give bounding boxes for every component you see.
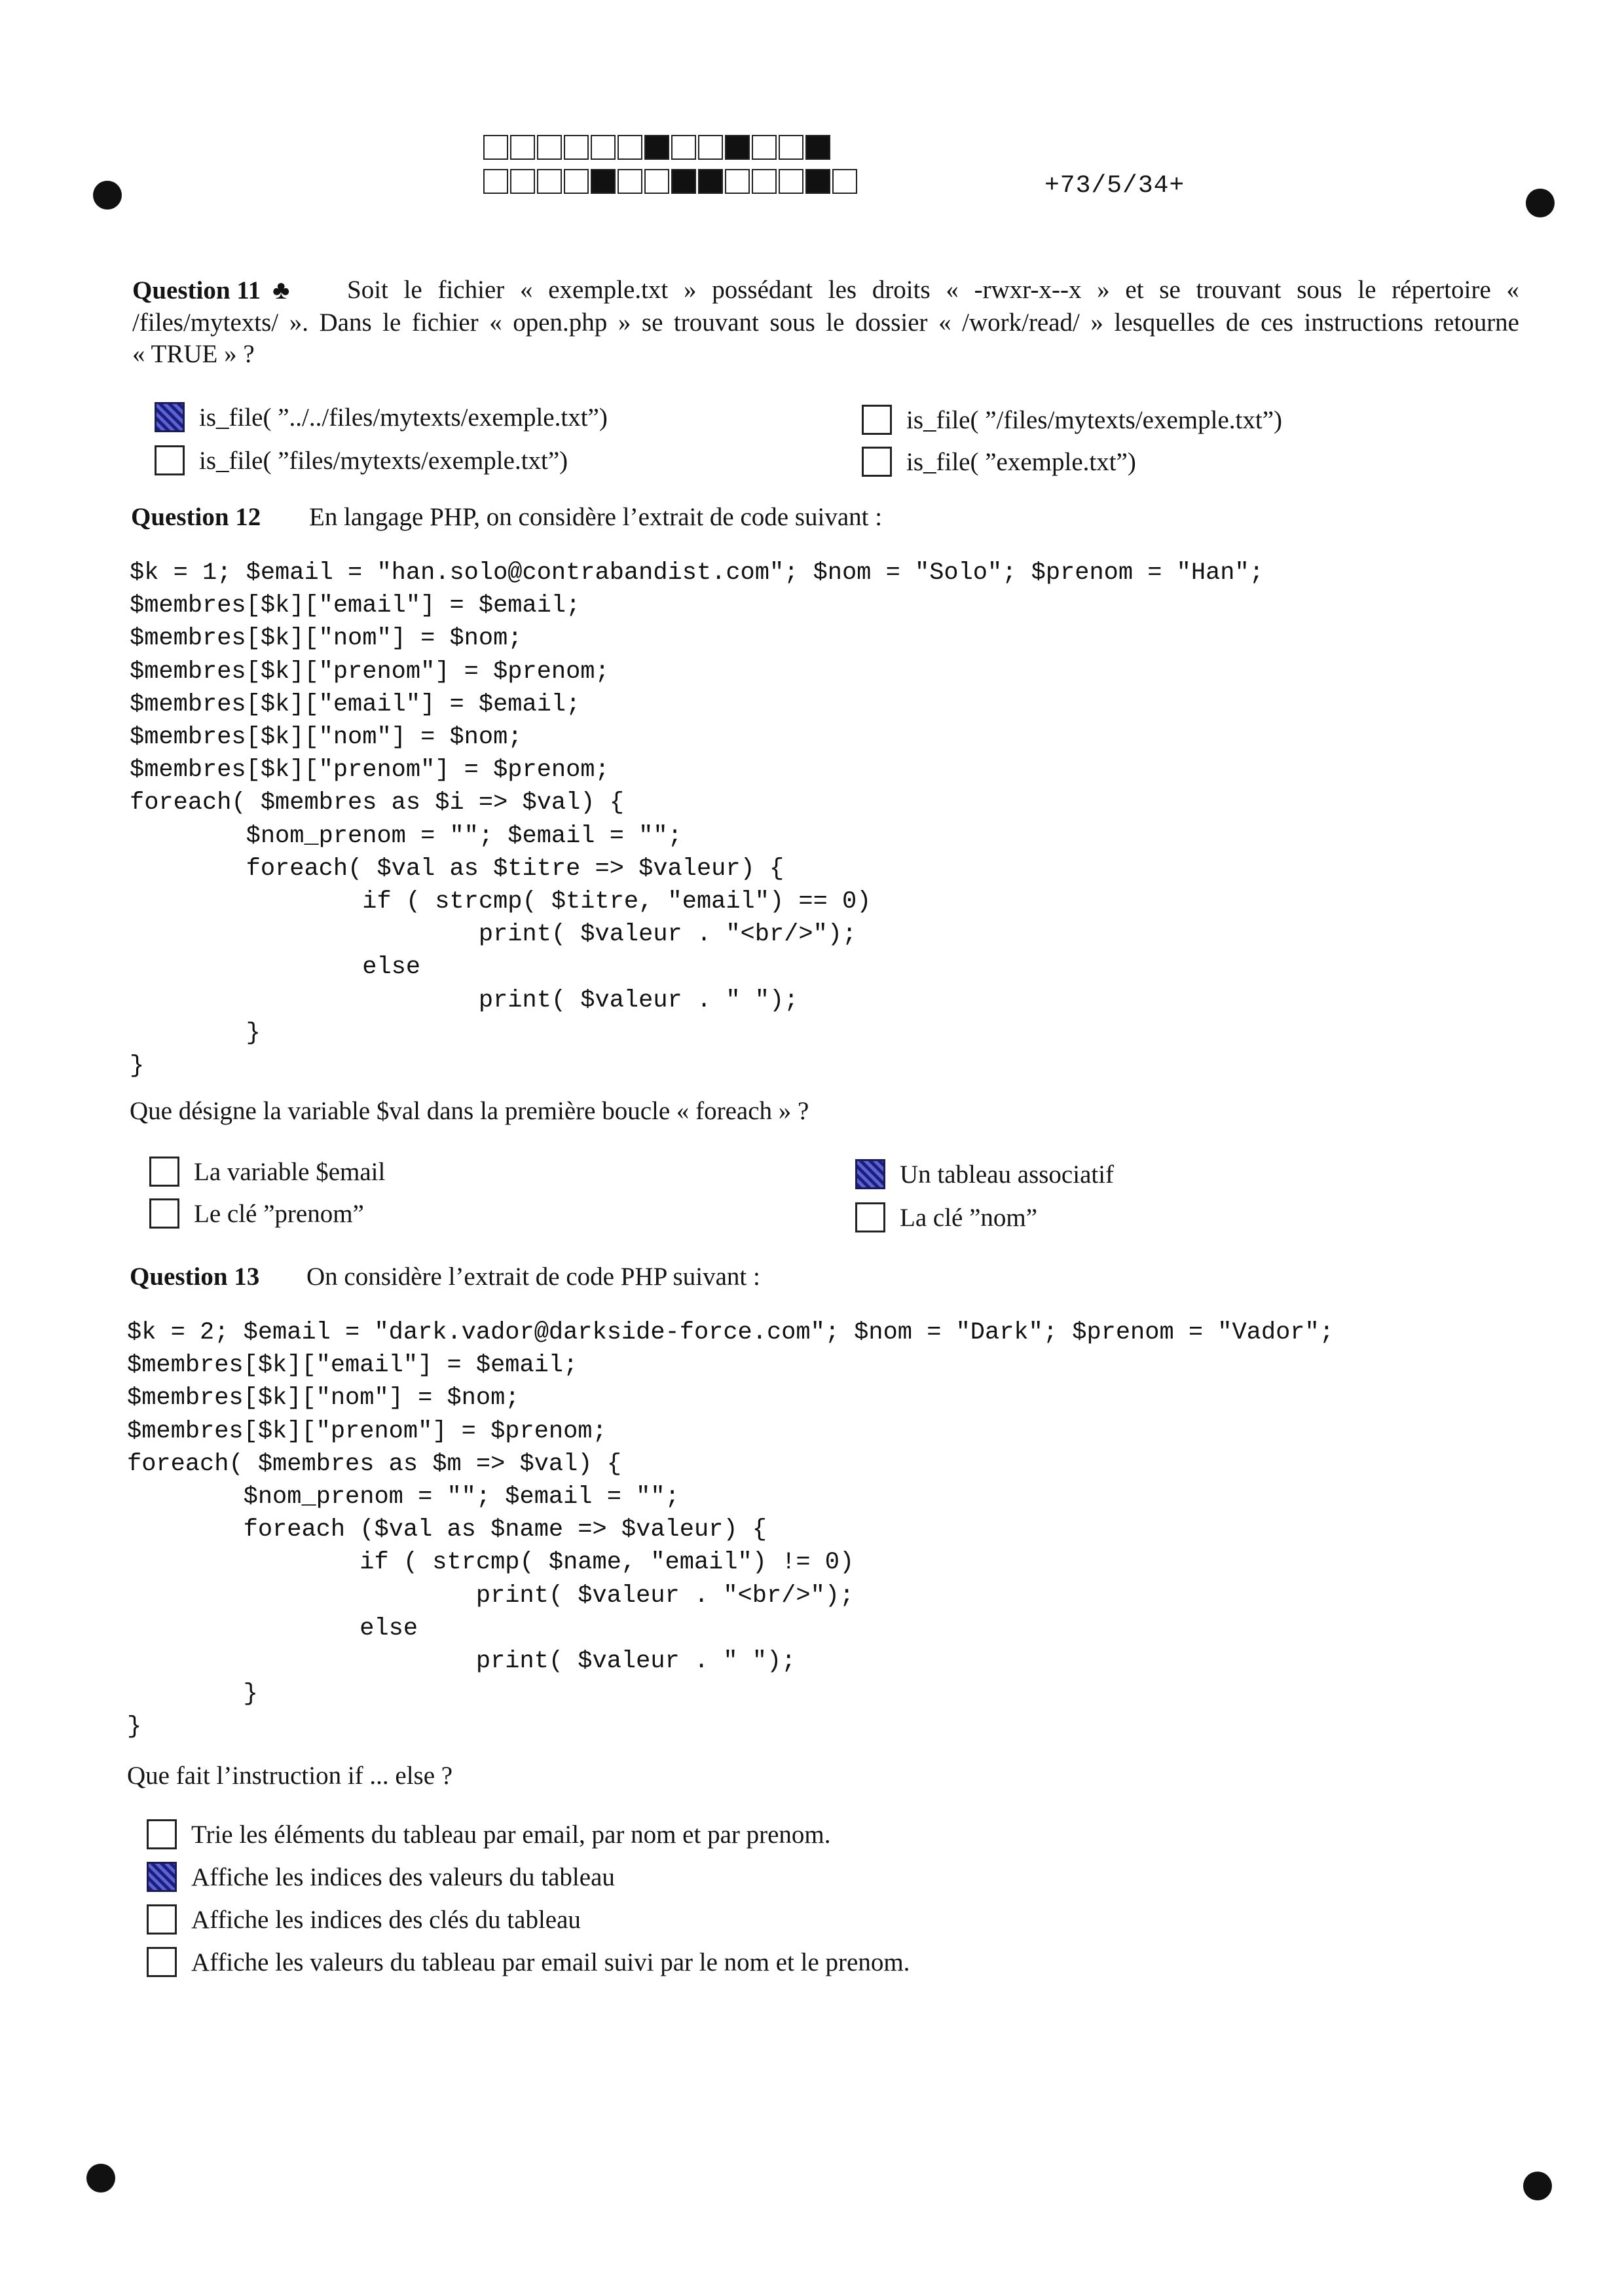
checkbox[interactable] [862,405,892,435]
code-box-empty [537,135,562,160]
q11-option-4[interactable] [862,447,1136,477]
code-box-filled [805,169,830,194]
option-label: is_file( ”exemple.txt”) [906,447,1136,476]
q13-prompt: Que fait l’instruction if ... else ? [127,1762,453,1790]
code-box-empty [483,135,508,160]
q13-option-3[interactable] [147,1904,581,1935]
checkbox[interactable] [149,1198,179,1229]
code-box-empty [618,169,642,194]
q13-heading [130,1261,271,1293]
binary-code-row-2 [483,169,859,194]
code-box-empty [725,169,750,194]
code-box-empty [832,169,857,194]
code-box-filled [805,135,830,160]
registration-mark-top-left [93,181,122,210]
code-box-empty [671,135,696,160]
q11-option-1[interactable] [155,402,608,432]
q12-code-block: $k = 1; $email = "han.solo@contrabandist.com"; $nom = "Solo"; $prenom = "Han"; $membres[$k]["email"] = $email; $membres[$k]["nom"] = $nom; $membres[$k]["prenom"] = $prenom; $membres[$k]["email"] = $email; $membres[$k]["nom"] = $nom; $membres[$k]["prenom"] = $prenom; foreach( $membres as $i => $val) { $nom_prenom = ""; $email = ""; foreach( $val as $titre => $valeur) { if ( strcmp( $titre, "email") == 0) print( $valeur . "<br/>"); else print( $valeur . " "); } } [130,559,1264,1081]
code-box-empty [779,169,803,194]
q11-line-2: /files/mytexts/ ». Dans le fichier « open.php » se trouvant sous le dossier « /work/read/ » lesquelles de ces instructions retourne [132,308,1519,337]
q12-option-4[interactable] [855,1202,1037,1232]
q13-option-4[interactable] [147,1947,910,1977]
code-box-filled [671,169,696,194]
code-box-empty [618,135,642,160]
code-box-filled [591,169,616,194]
q13-label: Question 13 [130,1263,260,1291]
q11-option-2[interactable] [155,445,568,475]
checkbox[interactable] [855,1202,885,1232]
checkbox-checked[interactable] [147,1862,177,1892]
page-id: +73/5/34+ [1044,172,1185,200]
q13-code-block: $k = 2; $email = "dark.vador@darkside-force.com"; $nom = "Dark"; $prenom = "Vador"; $membres[$k]["email"] = $email; $membres[$k]["nom"] = $nom; $membres[$k]["prenom"] = $prenom; foreach( $membres as $m => $val) { $nom_prenom = ""; $email = ""; foreach ($val as $name => $valeur) { if ( strcmp( $name, "email") != 0) print( $valeur . "<br/>"); else print( $valeur . " "); } } [127,1319,1334,1741]
code-box-empty [564,135,589,160]
q11-option-3[interactable] [862,405,1282,435]
checkbox[interactable] [149,1157,179,1187]
option-label: La variable $email [194,1157,386,1186]
club-icon: ♣ [272,275,290,305]
q12-prompt: Que désigne la variable $val dans la première boucle « foreach » ? [130,1097,809,1125]
code-box-empty [644,169,669,194]
code-box-empty [510,169,535,194]
option-label: La clé ”nom” [900,1203,1038,1232]
q12-text: En langage PHP, on considère l’extrait de code suivant : [309,503,883,531]
code-box-empty [779,135,803,160]
checkbox[interactable] [147,1904,177,1935]
q12-label: Question 12 [131,503,261,531]
code-box-empty [591,135,616,160]
option-label: is_file( ”/files/mytexts/exemple.txt”) [906,405,1282,434]
option-label: Le clé ”prenom” [194,1199,364,1228]
q13-option-1[interactable] [147,1819,831,1849]
code-box-filled [725,135,750,160]
checkbox[interactable] [155,445,185,475]
option-label: Affiche les indices des clés du tableau [191,1905,581,1934]
registration-mark-bottom-left [86,2164,115,2193]
option-label: is_file( ”files/mytexts/exemple.txt”) [199,446,568,475]
option-label: Trie les éléments du tableau par email, par nom et par prenom. [191,1820,831,1849]
checkbox[interactable] [147,1947,177,1977]
q12-option-1[interactable] [149,1157,385,1187]
code-box-empty [537,169,562,194]
code-box-filled [644,135,669,160]
registration-mark-bottom-right [1523,2172,1552,2200]
code-box-empty [698,135,723,160]
code-box-filled [698,169,723,194]
code-box-empty [752,135,777,160]
code-box-empty [564,169,589,194]
q11-label: Question 11 [132,276,261,305]
q11-line-3: « TRUE » ? [132,340,255,368]
q13-option-2[interactable] [147,1862,615,1892]
q12-option-3[interactable] [855,1159,1114,1189]
q12-option-2[interactable] [149,1198,364,1229]
code-box-empty [752,169,777,194]
checkbox[interactable] [147,1819,177,1849]
q11-heading [132,274,312,306]
binary-code-row-1 [483,135,832,160]
q13-text: On considère l’extrait de code PHP suivant : [306,1263,760,1291]
q11-line-1: Soit le fichier « exemple.txt » possédant les droits « -rwxr-x--x » et se trouvant sous le répertoire « [347,276,1519,304]
checkbox-checked[interactable] [155,402,185,432]
q12-heading [131,501,272,533]
option-label: is_file( ”../../files/mytexts/exemple.txt”) [199,403,608,432]
option-label: Affiche les valeurs du tableau par email suivi par le nom et le prenom. [191,1948,910,1976]
checkbox[interactable] [862,447,892,477]
checkbox-checked[interactable] [855,1159,885,1189]
option-label: Un tableau associatif [900,1160,1115,1189]
option-label: Affiche les indices des valeurs du tableau [191,1862,615,1891]
code-box-empty [510,135,535,160]
registration-mark-top-right [1526,189,1555,217]
code-box-empty [483,169,508,194]
